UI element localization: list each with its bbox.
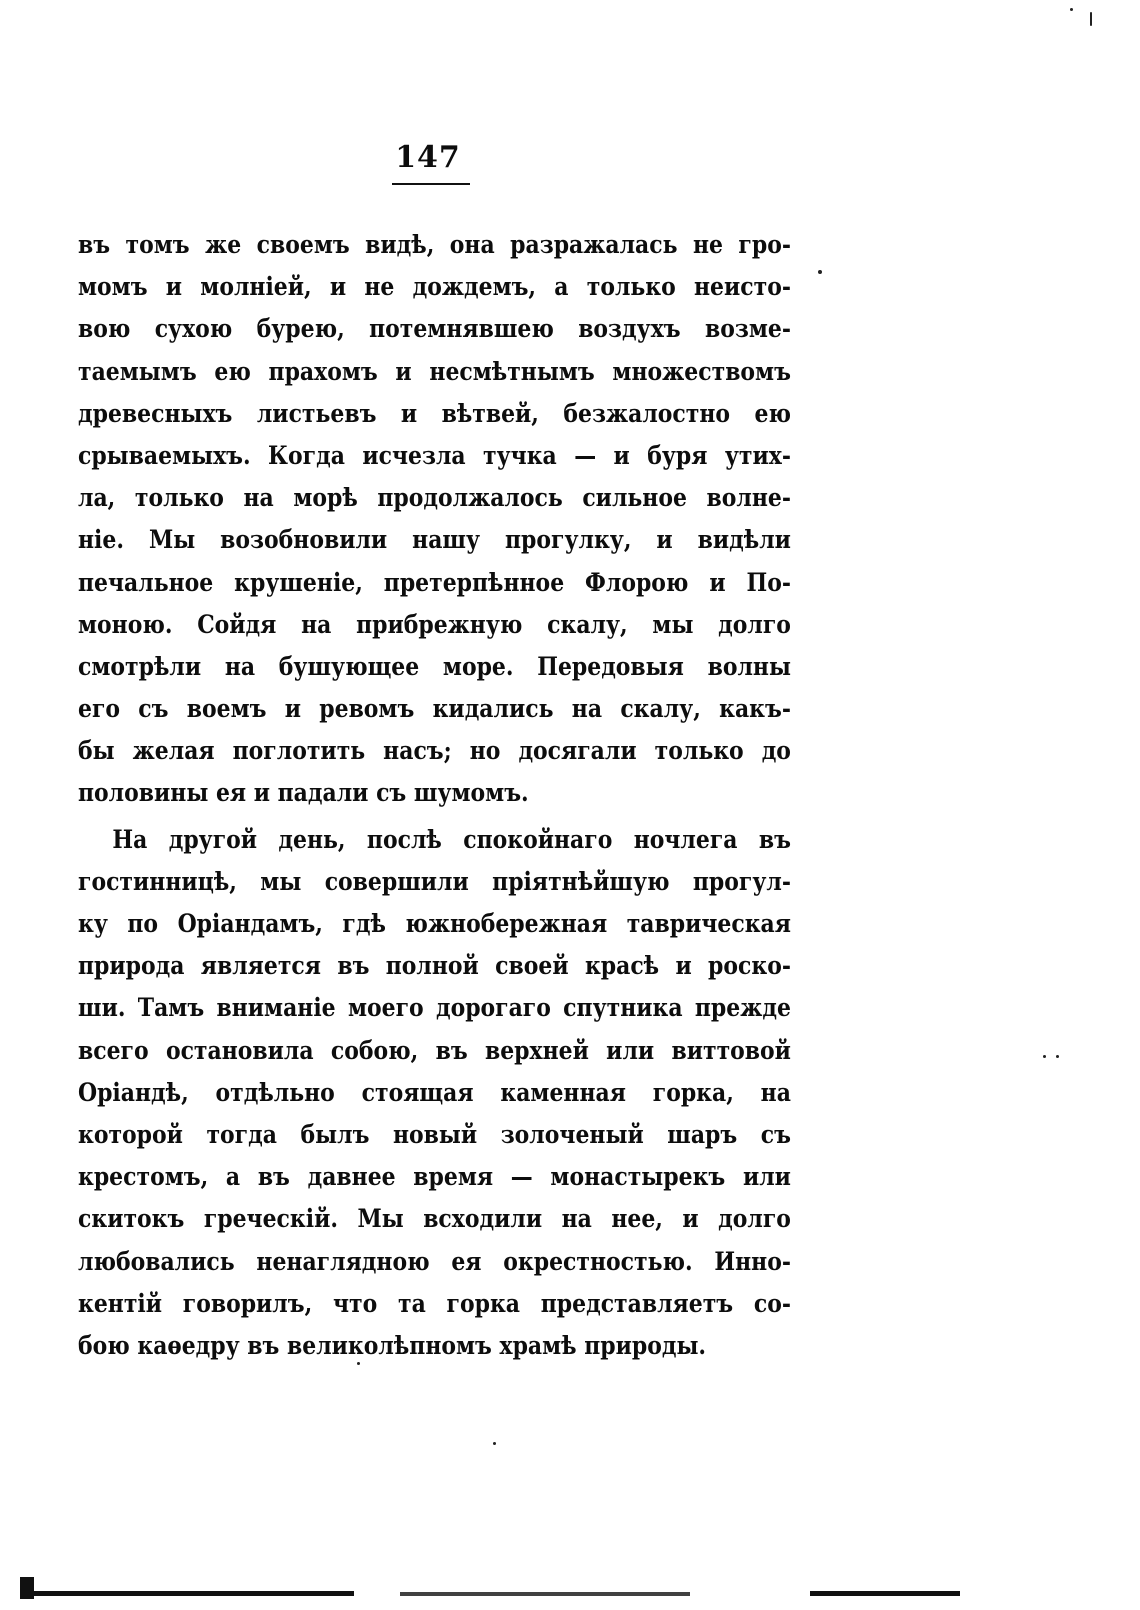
text-line: древесныхъ листьевъ и вѣтвей, безжалостно ею bbox=[78, 398, 791, 429]
text-line: гостинницѣ, мы совершили пріятнѣйшую прогул- bbox=[78, 866, 791, 897]
text-line: На другой день, послѣ спокойнаго ночлега въ bbox=[112, 824, 791, 855]
paragraph-1 bbox=[78, 224, 791, 815]
text-line: его съ воемъ и ревомъ кидались на скалу, какъ- bbox=[78, 694, 791, 725]
scan-speck bbox=[1043, 1055, 1046, 1058]
body-text bbox=[78, 224, 791, 1367]
text-line: печальное крушеніе, претерпѣнное Флорою и По- bbox=[78, 567, 791, 598]
scan-speck bbox=[1070, 8, 1073, 11]
text-line: всего остановила собою, въ верхней или виттовой bbox=[78, 1035, 791, 1066]
text-line: скитокъ греческій. Мы всходили на нее, и долго bbox=[78, 1204, 791, 1235]
scan-speck bbox=[1090, 12, 1092, 26]
scan-speck bbox=[1056, 1055, 1059, 1058]
text-line: крестомъ, а въ давнее время — монастырекъ или bbox=[78, 1162, 791, 1193]
paragraph-2 bbox=[78, 819, 791, 1367]
text-line: ку по Оріандамъ, гдѣ южнобережная таврическая bbox=[78, 909, 791, 939]
scan-speck bbox=[357, 1362, 360, 1365]
text-line: которой тогда былъ новый золоченый шаръ съ bbox=[78, 1119, 791, 1150]
text-line: природа является въ полной своей красѣ и роско- bbox=[78, 951, 791, 982]
text-line: ши. Тамъ вниманіе моего дорогаго спутника прежде bbox=[78, 993, 791, 1024]
text-line: ла, только на морѣ продолжалось сильное волне- bbox=[78, 483, 791, 514]
text-line: любовались ненаглядною ея окрестностью. Инно- bbox=[78, 1246, 791, 1277]
text-line: Оріандѣ, отдѣльно стоящая каменная горка, на bbox=[78, 1077, 791, 1108]
text-line: срываемыхъ. Когда исчезла тучка — и буря утих- bbox=[78, 440, 791, 471]
text-line: бы желая поглотить насъ; но досягали только до bbox=[78, 736, 791, 767]
text-line: момъ и молніей, и не дождемъ, а только неисто- bbox=[78, 272, 791, 303]
text-line: половины ея и падали съ шумомъ. bbox=[78, 778, 529, 809]
text-line: смотрѣли на бушующее море. Передовыя волны bbox=[78, 651, 791, 682]
page-number: 147 bbox=[395, 140, 461, 175]
text-line: въ томъ же своемъ видѣ, она разражалась не гро- bbox=[78, 230, 791, 260]
text-line: ніе. Мы возобновили нашу прогулку, и видѣли bbox=[78, 525, 791, 556]
text-line: вою сухою бурею, потемнявшею воздухъ возме- bbox=[78, 314, 791, 345]
scan-speck bbox=[493, 1442, 496, 1445]
text-line: таемымъ ею прахомъ и несмѣтнымъ множествомъ bbox=[78, 356, 791, 387]
text-line: кентій говорилъ, что та горка представляетъ со- bbox=[78, 1288, 791, 1319]
text-line: бою каѳедру въ великолѣпномъ храмѣ природы. bbox=[78, 1330, 707, 1361]
page-number-rule bbox=[392, 183, 470, 185]
scan-speck bbox=[818, 270, 822, 274]
scan-bottom-edge bbox=[20, 1591, 1130, 1597]
text-line: моною. Сойдя на прибрежную скалу, мы долго bbox=[78, 609, 791, 640]
